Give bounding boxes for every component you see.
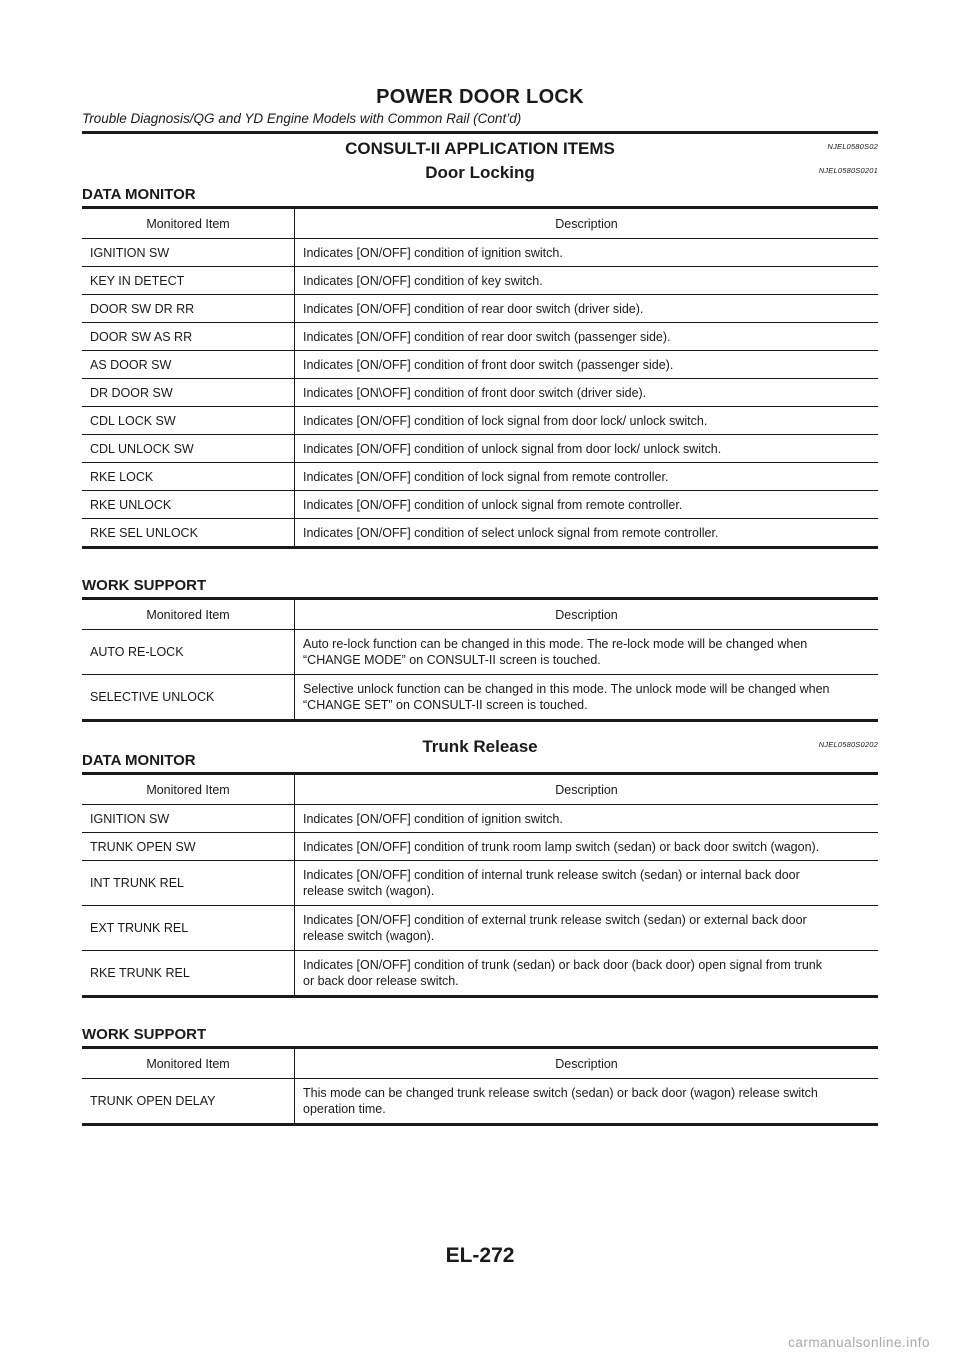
table-row [82, 675, 878, 721]
description-cell: Indicates [ON/OFF] condition of unlock signal from remote controller. [295, 491, 879, 519]
subsection-title: Door Locking [425, 163, 535, 182]
table-row [82, 1079, 878, 1125]
page-title: POWER DOOR LOCK [376, 86, 584, 108]
item-cell: DOOR SW AS RR [82, 323, 295, 351]
column-header: Description [295, 774, 879, 805]
table-row [82, 351, 878, 379]
section-heading [82, 138, 878, 160]
work-support-heading: WORK SUPPORT [82, 1026, 207, 1043]
trunk-release-work-support-table [82, 1046, 878, 1126]
item-cell: IGNITION SW [82, 239, 295, 267]
page-subtitle: Trouble Diagnosis/QG and YD Engine Models with Common Rail (Cont’d) [82, 111, 522, 126]
item-cell: AS DOOR SW [82, 351, 295, 379]
item-cell: RKE LOCK [82, 463, 295, 491]
description-cell: Indicates [ON/OFF] condition of rear door switch (passenger side). [295, 323, 879, 351]
description-cell [295, 906, 879, 951]
column-header: Monitored Item [82, 599, 295, 630]
column-header: Monitored Item [82, 208, 295, 239]
description-line: “CHANGE SET” on CONSULT-II screen is touched. [303, 698, 588, 712]
subsection-heading-door-locking [82, 162, 878, 184]
description-line: This mode can be changed trunk release switch (sedan) or back door (wagon) release switch [303, 1086, 818, 1100]
table-row [82, 861, 878, 906]
table-row [82, 435, 878, 463]
item-cell: TRUNK OPEN SW [82, 833, 295, 861]
item-cell: CDL LOCK SW [82, 407, 295, 435]
section-title: CONSULT-II APPLICATION ITEMS [345, 139, 615, 158]
table-row [82, 630, 878, 675]
table-row [82, 267, 878, 295]
table-row [82, 239, 878, 267]
table-row [82, 805, 878, 833]
item-cell: RKE UNLOCK [82, 491, 295, 519]
table-row [82, 379, 878, 407]
data-monitor-heading: DATA MONITOR [82, 186, 196, 203]
item-cell: RKE SEL UNLOCK [82, 519, 295, 548]
description-line: or back door release switch. [303, 974, 459, 988]
subsection-ref: NJEL0580S0202 [818, 740, 878, 749]
door-locking-work-support-table [82, 597, 878, 722]
table-header-row [82, 774, 878, 805]
description-cell: Indicates [ON/OFF] condition of select unlock signal from remote controller. [303, 525, 719, 540]
description-cell: Indicates [ON/OFF] condition of key switch. [295, 267, 879, 295]
description-line: “CHANGE MODE” on CONSULT-II screen is touched. [303, 653, 601, 667]
description-cell: Indicates [ON/OFF] condition of rear door switch (driver side). [295, 295, 879, 323]
door-locking-data-monitor-table [82, 206, 878, 549]
description-cell: Indicates [ON\OFF] condition of front door switch (driver side). [295, 379, 879, 407]
section-ref: NJEL0580S02 [827, 142, 878, 151]
description-line: Auto re-lock function can be changed in this mode. The re-lock mode will be changed when [303, 637, 808, 651]
table-row [82, 463, 878, 491]
description-cell [295, 861, 879, 906]
table-row [82, 491, 878, 519]
description-cell: Indicates [ON/OFF] condition of ignition switch. [295, 805, 879, 833]
description-cell: Indicates [ON/OFF] condition of lock signal from remote controller. [295, 463, 879, 491]
column-header: Description [295, 599, 879, 630]
item-cell: EXT TRUNK REL [82, 906, 295, 951]
item-cell: AUTO RE-LOCK [82, 630, 295, 675]
description-cell [295, 675, 879, 721]
item-cell: SELECTIVE UNLOCK [82, 675, 295, 721]
trunk-release-data-monitor-table [82, 772, 878, 998]
table-header-row [82, 1048, 878, 1079]
column-header: Monitored Item [82, 1048, 295, 1079]
description-cell [295, 951, 879, 997]
description-cell: Indicates [ON/OFF] condition of lock signal from door lock/ unlock switch. [295, 407, 879, 435]
work-support-heading: WORK SUPPORT [82, 577, 207, 594]
item-cell: RKE TRUNK REL [82, 951, 295, 997]
description-cell [295, 1079, 879, 1125]
description-line: release switch (wagon). [303, 929, 435, 943]
item-cell: DOOR SW DR RR [82, 295, 295, 323]
table-row [82, 295, 878, 323]
description-line: Indicates [ON/OFF] condition of external trunk release switch (sedan) or external back door [303, 913, 807, 927]
watermark[interactable]: carmanualsonline.info [788, 1335, 930, 1350]
data-monitor-heading: DATA MONITOR [82, 752, 196, 769]
column-header: Description [295, 208, 879, 239]
table-header-row [82, 599, 878, 630]
table-row [82, 906, 878, 951]
description-cell: Indicates [ON/OFF] condition of trunk room lamp switch (sedan) or back door switch (wagon). [295, 833, 879, 861]
item-cell: IGNITION SW [82, 805, 295, 833]
item-cell: CDL UNLOCK SW [82, 435, 295, 463]
description-line: release switch (wagon). [303, 884, 435, 898]
description-cell: Indicates [ON/OFF] condition of ignition switch. [295, 239, 879, 267]
subsection-ref: NJEL0580S0201 [818, 166, 878, 175]
item-cell: DR DOOR SW [82, 379, 295, 407]
table-row [82, 951, 878, 997]
description-cell: Indicates [ON/OFF] condition of front door switch (passenger side). [295, 351, 879, 379]
table-row [82, 323, 878, 351]
table-row [82, 407, 878, 435]
item-cell: KEY IN DETECT [82, 267, 295, 295]
item-cell: INT TRUNK REL [82, 861, 295, 906]
description-cell: Indicates [ON/OFF] condition of unlock signal from door lock/ unlock switch. [295, 435, 879, 463]
description-line: operation time. [303, 1102, 386, 1116]
page-header [82, 86, 878, 126]
column-header: Monitored Item [82, 774, 295, 805]
header-rule [82, 131, 878, 134]
table-header-row [82, 208, 878, 239]
subsection-title: Trunk Release [422, 737, 538, 756]
description-cell [295, 630, 879, 675]
description-line: Indicates [ON/OFF] condition of trunk (sedan) or back door (back door) open signal from trunk [303, 958, 822, 972]
item-cell: TRUNK OPEN DELAY [82, 1079, 295, 1125]
subsection-heading-trunk-release [82, 736, 878, 758]
table-row [82, 833, 878, 861]
column-header: Description [295, 1048, 879, 1079]
description-line: Indicates [ON/OFF] condition of internal trunk release switch (sedan) or internal back door [303, 868, 800, 882]
page-number: EL-272 [445, 1244, 515, 1267]
table-row [82, 519, 878, 548]
description-line: Selective unlock function can be changed in this mode. The unlock mode will be changed when [303, 682, 830, 696]
page-content [82, 138, 878, 1126]
